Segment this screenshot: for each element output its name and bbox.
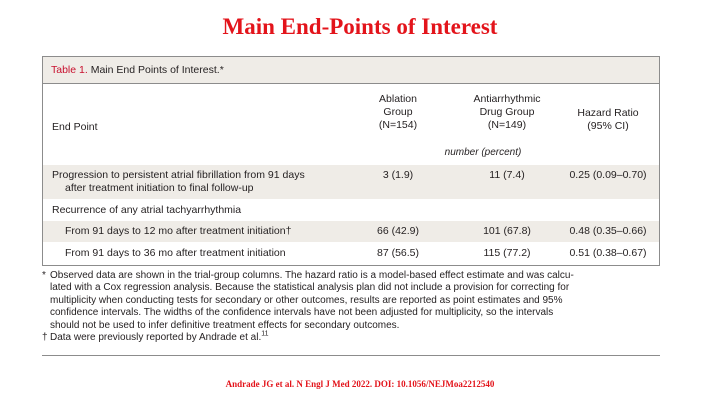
header-line: Drug Group bbox=[479, 106, 535, 118]
header-end-point: End Point bbox=[52, 121, 98, 133]
cell-ablation: 87 (56.5) bbox=[376, 247, 420, 259]
footnote-line: confidence intervals. The widths of the confidence intervals have not been adjusted for multiplicity, so the intervals bbox=[50, 307, 554, 319]
footnote bbox=[42, 332, 662, 344]
row-label bbox=[52, 169, 305, 195]
header-line: (95% CI) bbox=[587, 120, 629, 132]
footnote-mark: * bbox=[42, 270, 46, 281]
cell-drug: 11 (7.4) bbox=[489, 169, 525, 181]
table-row bbox=[43, 243, 659, 265]
cell-hazard-ratio: 0.51 (0.38–0.67) bbox=[569, 247, 647, 259]
table-row bbox=[43, 165, 659, 199]
header-line: Hazard Ratio bbox=[577, 107, 639, 119]
cell-hazard-ratio: 0.25 (0.09–0.70) bbox=[569, 169, 647, 181]
row-label: From 91 days to 36 mo after treatment initiation bbox=[65, 247, 286, 259]
table-caption bbox=[43, 57, 659, 84]
table-row bbox=[43, 221, 659, 242]
table-title: Main End Points of Interest. bbox=[90, 64, 220, 76]
footnote-line: should not be used to infer definitive treatment effects for secondary outcomes. bbox=[50, 319, 400, 331]
caption-footnote-mark: * bbox=[219, 64, 224, 76]
footnote-mark: † bbox=[42, 332, 48, 344]
slide-title: Main End-Points of Interest bbox=[222, 14, 498, 39]
header-line: Ablation bbox=[379, 93, 417, 105]
footnote-line: lated with a Cox regression analysis. Because the statistical analysis plan did not include a provision for correcting for bbox=[50, 282, 570, 294]
footnote bbox=[42, 270, 662, 332]
cell-drug: 101 (67.8) bbox=[483, 225, 531, 237]
table-row bbox=[43, 201, 659, 221]
row-label: Recurrence of any atrial tachyarrhythmia bbox=[52, 204, 242, 216]
cell-ablation: 66 (42.9) bbox=[376, 225, 420, 237]
header-hazard-ratio bbox=[553, 107, 663, 133]
footnote-text: Data were previously reported by Andrade et al. bbox=[50, 332, 262, 344]
header-line: Antiarrhythmic bbox=[473, 93, 541, 105]
footnote-line: multiplicity when conducting tests for secondary or other outcomes, results are reported as point estimates and 95% bbox=[50, 294, 563, 306]
header-line: (N=149) bbox=[487, 119, 527, 131]
footnote-line bbox=[50, 332, 662, 344]
divider bbox=[42, 355, 660, 356]
units-label: number (percent) bbox=[444, 147, 522, 158]
reference-superscript: 11 bbox=[261, 330, 269, 338]
citation: Andrade JG et al. N Engl J Med 2022. DOI: 10.1056/NEJMoa2212540 bbox=[225, 379, 495, 389]
header-drug-group bbox=[447, 93, 567, 132]
header-ablation-group bbox=[343, 93, 453, 132]
table-panel bbox=[42, 56, 660, 266]
row-label-line: Progression to persistent atrial fibrillation from 91 days bbox=[52, 169, 305, 181]
table-number: Table 1. bbox=[51, 64, 88, 76]
row-label-line: after treatment initiation to final follow-up bbox=[65, 182, 254, 194]
cell-ablation: 3 (1.9) bbox=[382, 169, 414, 181]
header-line: Group bbox=[383, 106, 413, 118]
table-footnotes bbox=[42, 270, 662, 344]
header-line: (N=154) bbox=[378, 119, 418, 131]
cell-drug: 115 (77.2) bbox=[483, 247, 531, 259]
cell-hazard-ratio: 0.48 (0.35–0.66) bbox=[569, 225, 647, 237]
row-label: From 91 days to 12 mo after treatment initiation† bbox=[65, 225, 292, 237]
footnote-line: Observed data are shown in the trial-group columns. The hazard ratio is a model-based effect estimate and was calcu- bbox=[50, 270, 574, 281]
